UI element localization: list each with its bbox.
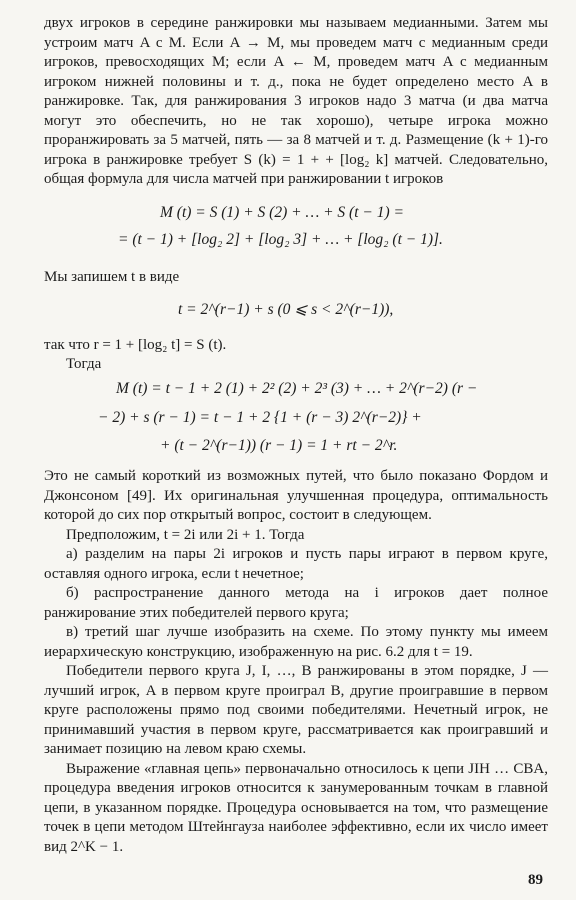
page-number: 89 bbox=[528, 872, 543, 888]
text-line: Мы запишем t в виде bbox=[44, 269, 180, 285]
paragraph: Победители первого круга J, I, …, B ранжированы в этом порядке, J — лучший игрок, A в первом круге проиграл B, другие проигравшие в первом круге расположены прямо под своими победителями. Нечетный игрок, не принимавший участия в первом круге, рассматривается как проигравший и занимает позицию на левом краю схемы. bbox=[44, 663, 548, 757]
text-line: так что r = 1 + [log₂ t] = S (t). bbox=[44, 337, 227, 353]
formula-line: − 2) + s (r − 1) = t − 1 + 2 {1 + (r − 3) 2^(r−2)} + bbox=[98, 409, 422, 426]
paragraph: Предположим, t = 2i или 2i + 1. Тогда bbox=[66, 526, 305, 543]
paragraph-intro bbox=[44, 14, 548, 190]
paragraph-body bbox=[44, 467, 548, 857]
paragraph: Это не самый короткий из возможных путей, что было показано Фордом и Джонсоном [49]. Их оригинальная улучшенная процедура, оптимальность которой до сих пор открытый вопрос, состоит в следующем. bbox=[44, 468, 548, 523]
paragraph: б) распространение данного метода на i игроков дает полное ранжирование этих победителей первого круга; bbox=[44, 585, 548, 621]
formula-line: t = 2^(r−1) + s (0 ⩽ s < 2^(r−1)), bbox=[178, 301, 394, 318]
formula-line: M (t) = S (1) + S (2) + … + S (t − 1) = bbox=[160, 204, 404, 221]
formula-line: + (t − 2^(r−1)) (r − 1) = 1 + rt − 2^r. bbox=[160, 437, 398, 454]
paragraph: а) разделим на пары 2i игроков и пусть пары играют в первом круге, оставляя одного игрока, если t нечетное; bbox=[44, 546, 548, 582]
paragraph: в) третий шаг лучше изобразить на схеме. По этому пункту мы имеем иерархическую конструкцию, изображенную на рис. 6.2 для t = 19. bbox=[44, 624, 548, 660]
formula-line: M (t) = t − 1 + 2 (1) + 2² (2) + 2³ (3) + … + 2^(r−2) (r − bbox=[116, 380, 478, 397]
formula-line: = (t − 1) + [log₂ 2] + [log₂ 3] + … + [log₂ (t − 1)]. bbox=[118, 231, 443, 248]
paragraph: двух игроков в середине ранжировки мы называем медианными. Затем мы устроим матч A с M. Если A → M, мы проведем матч с медианным среди игроков, превосходящих M; если A ← M, проведем матч A с медианным игроком нижней половины и т. д., пока не будет определено место A в ранжировке. Так, для ранжирования 3 игроков надо 3 матча (и два матча могут это обеспечить, но не так хорошо), четыре игрока можно проранжировать за 5 матчей, пять — за 8 матчей и т. д. Размещение (k + 1)-го игрока в ранжировке требует S (k) = 1 + + [log₂ k] матчей. Следовательно, общая формула для числа матчей при ранжировании t игроков bbox=[44, 15, 548, 187]
text-line: Тогда bbox=[66, 356, 102, 372]
paragraph: Выражение «главная цепь» первоначально относилось к цепи JIH … CBA, процедура введения игроков относится к занумерованным точкам в главной цепи, в указанном порядке. Процедура основывается на том, что размещение точек в цепи методом Штейнгауза наиболее эффективно, если их число имеет вид 2^K − 1. bbox=[44, 760, 548, 855]
